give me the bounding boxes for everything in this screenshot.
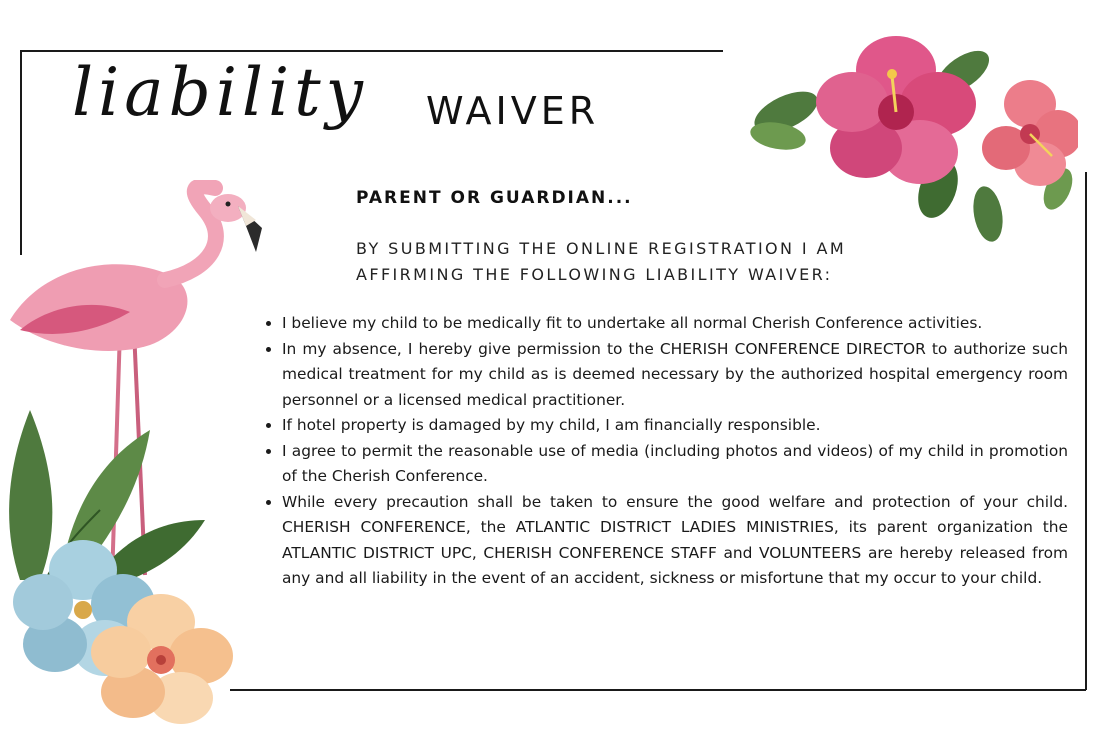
waiver-item-media-release: • I agree to permit the reasonable use of media (including photos and videos) of my child in promotion of the Cherish Conference. — [282, 439, 1068, 490]
title-script-word: liability — [72, 54, 368, 131]
frame-right-line — [1085, 172, 1087, 690]
section-heading: PARENT OR GUARDIAN... — [356, 188, 633, 208]
pink-hibiscus-illustration — [748, 24, 1078, 244]
waiver-item-liability-release: • While every precaution shall be taken to ensure the good welfare and protection of your child. CHERISH CONFERENCE, the ATLANTIC DISTRICT LADIES MINISTRIES, its parent organization the ATLANTIC DISTRICT UPC, CHERISH CONFERENCE STAFF and VOLUNTEERS are hereby released from any and all liability in the event of an accident, sickness or misfortune that my occur to your child. — [282, 490, 1068, 592]
intro-statement: BY SUBMITTING THE ONLINE REGISTRATION I AM AFFIRMING THE FOLLOWING LIABILITY WAIVER: — [356, 239, 847, 284]
waiver-item-treatment-permission: • In my absence, I hereby give permission to the CHERISH CONFERENCE DIRECTOR to authorize such medical treatment for my child as is deemed necessary by the authorized hospital emergency room personnel or a licensed medical practitioner. — [282, 337, 1068, 414]
frame-top-line — [20, 50, 723, 52]
waiver-item-property-damage: • If hotel property is damaged by my child, I am financially responsible. — [282, 413, 1068, 439]
waiver-list — [266, 311, 1068, 592]
waiver-item-medical-fitness: • I believe my child to be medically fit to undertake all normal Cherish Conference activities. — [282, 311, 1068, 337]
peach-hibiscus-illustration — [86, 590, 236, 730]
title-caps-word: WAIVER — [426, 89, 600, 133]
frame-bottom-line — [230, 689, 1086, 691]
